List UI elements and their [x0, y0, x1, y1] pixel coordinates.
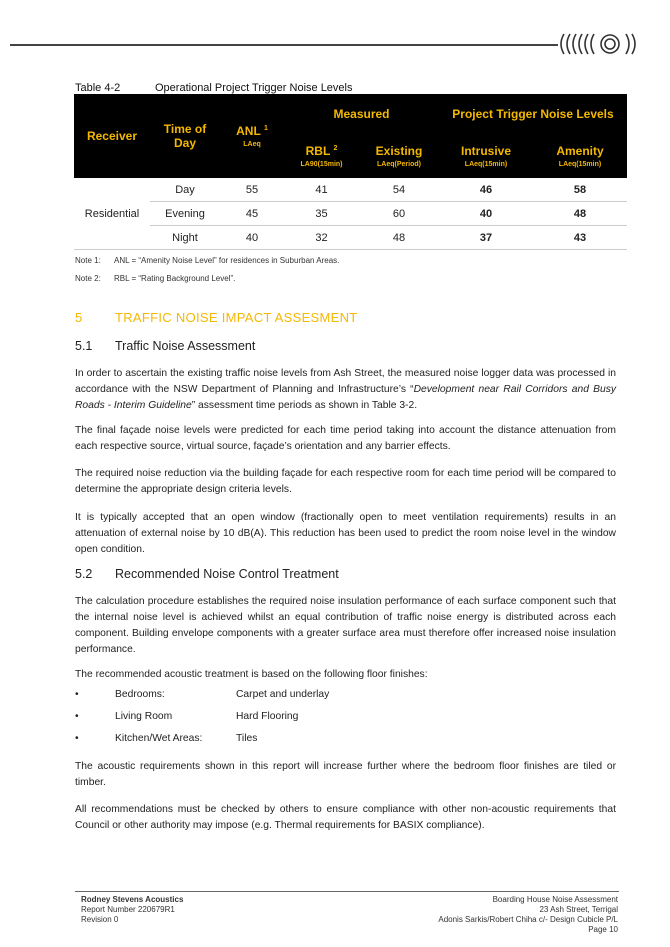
rbl-sup: 2 [333, 145, 338, 152]
amenity-label: Amenity [556, 144, 604, 158]
table-note [75, 274, 235, 283]
subsection-title: Traffic Noise Assessment [115, 339, 256, 353]
header-time-of-day [150, 94, 220, 178]
anl-cell: 45 [220, 202, 284, 226]
list-item-label: Kitchen/Wet Areas: [115, 733, 203, 744]
list-item-value: Carpet and underlay [236, 689, 330, 700]
bullet-icon: • [75, 689, 79, 700]
bullet-icon: • [75, 733, 79, 744]
table-row [74, 178, 627, 202]
note-key: Note 1: [75, 256, 101, 265]
paragraph: The required noise reduction via the building façade for each respective room for each time period will be compared to determine the appropriate design criteria levels. [75, 468, 616, 495]
paragraph: It is typically accepted that an open window (fractionally open to meet ventilation requirements) results in an attenuation of external noise by 10 dB(A). This reduction has been used to predict the room noise level in the window open condition. [75, 512, 616, 555]
table-row [74, 226, 627, 250]
table-row [74, 202, 627, 226]
header-rbl [284, 134, 359, 178]
anl-sup: 1 [263, 125, 268, 132]
intrusive-cell: 40 [439, 202, 533, 226]
existing-label: Existing [375, 144, 423, 158]
existing-cell: 60 [359, 202, 439, 226]
rbl-label: RBL [305, 144, 331, 158]
footer-address: 23 Ash Street, Terrigal [539, 905, 618, 914]
footer-rule [75, 891, 619, 892]
paragraph: The calculation procedure establishes the required noise insulation performance of each surface component such that the internal noise level is achieved whilst an equal contribution of traffic noise energy is distributed across each component. Building envelope components with a greater surface area must therefore offer increased noise insulation performance. [75, 596, 616, 655]
intrusive-cell: 46 [439, 178, 533, 202]
header-anl [220, 94, 284, 178]
table-note [75, 256, 339, 265]
subsection-number: 5.1 [75, 339, 93, 353]
intrusive-label: Intrusive [460, 144, 511, 158]
header-amenity [533, 134, 627, 178]
anl-label: ANL [236, 124, 261, 138]
time-cell: Night [150, 226, 220, 250]
bullet-icon: • [75, 711, 79, 722]
section-number: 5 [75, 310, 83, 325]
footer-company: Rodney Stevens Acoustics [81, 895, 184, 904]
footer-revision: Revision 0 [81, 915, 119, 924]
amenity-cell: 48 [533, 202, 627, 226]
table-title: Operational Project Trigger Noise Levels [155, 82, 353, 94]
list-item-label: Living Room [115, 711, 173, 722]
intrusive-sub: LAeq(15min) [464, 161, 508, 168]
rbl-cell: 32 [284, 226, 359, 250]
paragraph-text: ” assessment time periods as shown in Table 3-2. [191, 400, 418, 411]
existing-cell: 54 [359, 178, 439, 202]
anl-sub: LAeq [243, 141, 261, 148]
section-heading [75, 310, 358, 325]
subsection-heading [75, 567, 339, 581]
header-receiver: Receiver [74, 94, 150, 178]
header-ptnl: Project Trigger Noise Levels [439, 94, 627, 134]
header-intrusive [439, 134, 533, 178]
list-item-value: Hard Flooring [236, 711, 299, 722]
subsection-heading [75, 339, 255, 353]
paragraph [75, 366, 616, 414]
paragraph: The final façade noise levels were predicted for each time period taking into account the distance attenuation from each respective source, virtual source, façade’s orientation and any barrier effects. [75, 425, 616, 452]
paragraph: All recommendations must be checked by others to ensure compliance with other non-acoustic requirements that Council or other authority may impose (e.g. Thermal requirements for BASIX compliance). [75, 804, 616, 831]
intrusive-cell: 37 [439, 226, 533, 250]
footer-report-number: Report Number 220679R1 [81, 905, 175, 914]
table-number: Table 4-2 [75, 82, 121, 94]
header-time-line2: Day [173, 136, 196, 150]
header-measured: Measured [284, 94, 439, 134]
existing-sub: LAeq(Period) [377, 161, 421, 168]
page-number: Page 10 [588, 925, 618, 934]
amenity-cell: 43 [533, 226, 627, 250]
noise-levels-table [74, 94, 627, 250]
note-key: Note 2: [75, 274, 101, 283]
section-title: TRAFFIC NOISE IMPACT ASSESMENT [115, 310, 358, 325]
paragraph: The recommended acoustic treatment is based on the following floor finishes: [75, 669, 428, 680]
guideline-title: Development near Rail Corridors and Busy Roads - Interim Guideline [75, 384, 617, 411]
time-cell: Evening [150, 202, 220, 226]
sound-wave-logo-icon [558, 30, 662, 58]
subsection-title: Recommended Noise Control Treatment [115, 567, 339, 581]
receiver-cell: Residential [74, 178, 150, 250]
amenity-cell: 58 [533, 178, 627, 202]
rbl-sub: LA90(15min) [300, 161, 343, 168]
list-item-value: Tiles [236, 733, 258, 744]
rbl-cell: 35 [284, 202, 359, 226]
subsection-number: 5.2 [75, 567, 93, 581]
note-text: ANL = “Amenity Noise Level” for residences in Suburban Areas. [114, 256, 340, 265]
existing-cell: 48 [359, 226, 439, 250]
list-item-label: Bedrooms: [115, 689, 165, 700]
note-text: RBL = “Rating Background Level”. [114, 274, 236, 283]
header-rule [10, 44, 558, 46]
header-time-line1: Time of [163, 122, 207, 136]
rbl-cell: 41 [284, 178, 359, 202]
amenity-sub: LAeq(15min) [558, 161, 602, 168]
footer-client: Adonis Sarkis/Robert Chiha c/- Design Cubicle P/L [438, 915, 618, 924]
paragraph: The acoustic requirements shown in this report will increase further where the bedroom floor finishes are tiled or timber. [75, 761, 616, 788]
paragraph-text: In order to ascertain the existing traffic noise levels from Ash Street, the measured noise logger data was processed in accordance with the NSW Department of Planning and Infrastructure’s “ [75, 368, 616, 395]
anl-cell: 55 [220, 178, 284, 202]
table-caption [75, 82, 352, 94]
time-cell: Day [150, 178, 220, 202]
anl-cell: 40 [220, 226, 284, 250]
header-existing [359, 134, 439, 178]
footer-doc-title: Boarding House Noise Assessment [492, 895, 618, 904]
